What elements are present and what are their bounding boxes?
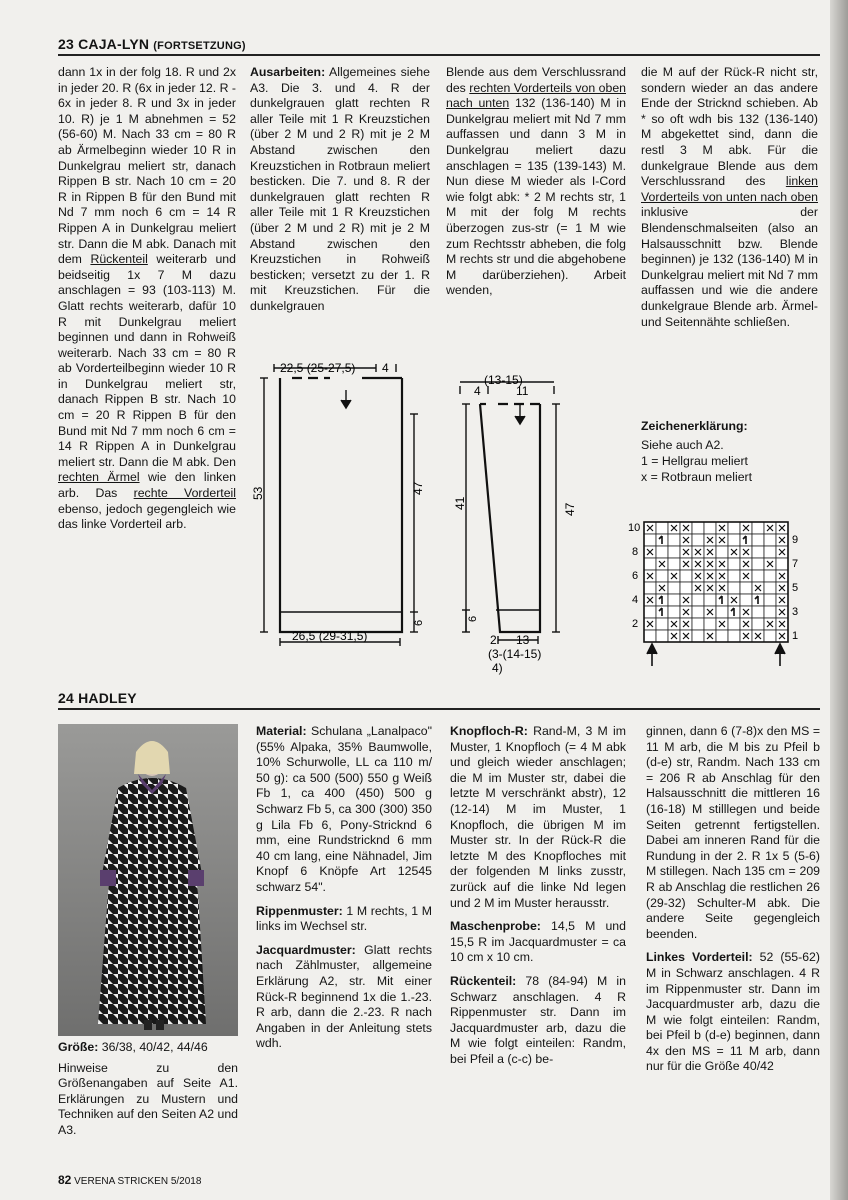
chart-cell: [716, 606, 728, 618]
paragraph-label: Rippenmuster:: [256, 903, 343, 918]
s24-size-block: [58, 1040, 238, 1144]
section-title: CAJA-LYN: [78, 36, 150, 52]
model-photo: [58, 724, 238, 1036]
chart-cell: [764, 534, 776, 546]
chart-cell: [680, 570, 692, 582]
chart-grid: [644, 522, 788, 642]
chart-cell: [728, 630, 740, 642]
text: Blende aus dem Verschlussrand des: [446, 65, 626, 95]
chart-cell: [668, 546, 680, 558]
chart-cell: [764, 546, 776, 558]
chart-cell: [716, 546, 728, 558]
model-photo-image: [58, 724, 238, 1036]
chart-cell: [644, 582, 656, 594]
chart-cell: [728, 582, 740, 594]
text: weiterarb und beidseitig 1x 7 M dazu anschlagen = 93 (103-113) M. Glatt rechts weiterarb, dafür 10 R mit Dunkelgrau meliert beginnen und dann in Rohweiß weiterarb. Nach 33 cm = 80 R ab Vorderteilbeginn wieder 10 R in Dunkelgrau meliert str, danach Rippen B str. Nach 10 cm = 20 R Rippen B für den Bund mit Nd 7 mm noch 6 cm = 14 R Rippen A in Dunkelgrau meliert str. Dann die M abk. Den: [58, 252, 236, 469]
chart-cell: [656, 630, 668, 642]
dim-left: 53: [251, 486, 265, 500]
chart-cell: [668, 594, 680, 606]
chart-cell: [668, 534, 680, 546]
legend-title: Zeichenerklärung:: [641, 419, 748, 433]
chart-cell: [692, 522, 704, 534]
dim-rib: 6: [467, 615, 479, 622]
row-label: 1: [792, 630, 799, 642]
row-label: 5: [792, 582, 799, 594]
dim-bottom: 26,5 (29-31,5): [292, 629, 368, 643]
material-paragraph: [256, 724, 432, 896]
dim-top: (13-15): [484, 373, 523, 387]
underlined-term: linken Vorderteils von unten nach oben: [641, 174, 818, 204]
chart-cell: [728, 618, 740, 630]
chart-cell: [764, 606, 776, 618]
section-23-heading: [58, 36, 246, 52]
paragraph-label: Rückenteil:: [450, 973, 517, 988]
legend-line: x = Rotbraun meliert: [641, 470, 753, 484]
dim-right: 47: [411, 481, 425, 495]
paragraph-label: Knopfloch-R:: [450, 724, 528, 738]
chart-cell: [776, 558, 788, 570]
text: Rand-M, 3 M im Muster, 1 Knopfloch (= 4 M abk und gleich wieder anschlagen; die M im Muster str, dabei die letzte M verschränkt abstr), 12 (12-14) M im Muster, 1 Knopfloch, die übrigen M im Muster str. In der Rück-R die letzte M des Knopfloches mit der folgenden M links zusstr, zurück auf die linke Nd legen und 2 M im Muster herausstr.: [450, 724, 626, 910]
text: 14,5 M und 15,5 R im Jacquardmuster = ca 10 cm x 10 cm.: [450, 919, 626, 965]
s23-column-2: [250, 65, 430, 320]
front-paragraph: [646, 950, 820, 1075]
chart-cell: [692, 618, 704, 630]
chart-cell: [752, 606, 764, 618]
dim-top-a: 4: [474, 384, 481, 398]
row-label: 7: [792, 558, 799, 570]
chart-cell: [764, 594, 776, 606]
paragraph-label: Jacquardmuster:: [256, 942, 356, 957]
text: 52 (55-62) M in Schwarz anschlagen. 4 R im Rippenmuster str. Dann im Jacquardmuster arb, dazu die M wie folgt einteilen: Randm, bei Pfeil b (d-e) beginnen, dann 4x den MS = 11 M arb, dann nur für die Größe 40/42: [646, 950, 820, 1074]
paragraph-label: Ausarbeiten:: [250, 65, 326, 79]
row-label: 4: [632, 594, 639, 606]
paragraph-label: Linkes Vorderteil:: [646, 950, 753, 965]
chart-cell: [764, 570, 776, 582]
chart-cell: [656, 618, 668, 630]
chart-cell: [728, 570, 740, 582]
chart-cell: [644, 534, 656, 546]
row-label: 3: [792, 606, 799, 618]
chart-cell: [752, 558, 764, 570]
size-line: [58, 1040, 238, 1056]
chart-cell: [692, 606, 704, 618]
section-subtitle: (FORTSETZUNG): [153, 40, 246, 52]
s23-column-4: [641, 65, 818, 335]
magazine-name: VERENA STRICKEN 5/2018: [74, 1176, 202, 1187]
rib-paragraph: [256, 904, 432, 935]
dim-top-right: 4: [382, 361, 389, 375]
back-continued: [646, 724, 820, 942]
s23-col1-text: [58, 65, 236, 533]
text: Allgemeines siehe A3. Die 3. und 4. R der dunkelgrauen glatt rechten R aller Teile mit 1 R Kreuzstichen (über 2 M und 2 R) mit je 2 M Abstand zwischen den Kreuzstichen in Rotbraun meliert besticken. Die 7. und 8. R der dunkelgrauen glatt rechten R aller Teile mit 1 R Kreuzstichen (über 2 M und 2 R) mit je 2 M Abstand zwischen den Kreuzstichen in Rohweiß besticken; versetzt zu der 1. R mit Kreuzstichen. Für die dunkelgrauen: [250, 65, 430, 313]
text: ginnen, dann 6 (7-8)x den MS = 11 M arb, die M bis zu Pfeil b (d-e) str, Randm. Nach 133 cm = 206 R ab Anschlag für den Halsausschnitt die mittleren 16 (16-18) M stilllegen und beide Seiten getrennt fertigstellen. Dabei am inneren Rand für die Rundung in der 2. R 1x 5 (5-6) M stillegen. Nach 135 cm = 209 R ab Anschlag die restlichen 26 (29-32) Schulter-M abk. Die andere Seite gegengleich beenden.: [646, 724, 820, 941]
dim-bottom-a: 2: [490, 633, 497, 647]
s24-column-3: [450, 724, 626, 1072]
chart-cell: [680, 582, 692, 594]
buttonhole-paragraph: [450, 724, 626, 911]
row-label: 10: [628, 522, 641, 534]
chart-cell: [704, 618, 716, 630]
s24-column-2: [256, 724, 432, 1057]
chart-cell: [752, 534, 764, 546]
chart-cell: [644, 558, 656, 570]
chart-legend: [641, 418, 821, 485]
size-notes: [58, 1061, 238, 1139]
section-number: 23: [58, 36, 74, 52]
underlined-term: rechten Vorderteils von oben nach unten: [446, 80, 626, 111]
page-edge-shadow: [830, 0, 848, 1200]
header-rule: [58, 54, 820, 56]
chart-cell: [764, 582, 776, 594]
page-number: 82: [58, 1173, 72, 1187]
text: die M auf der Rück-R nicht str, sondern wieder an das andere Ende der Stricknd schieben. Ab * so oft wdh bis 132 (136-140) M abgekettet sind, dann die restl 3 M abk. Für die dunkelgraue Blende aus dem Verschlussrand des: [641, 65, 818, 189]
back-paragraph: [450, 974, 626, 1068]
chart-cell: [656, 570, 668, 582]
row-label: 9: [792, 534, 799, 546]
dim-rib: 6: [413, 619, 425, 626]
chart-cell: [764, 630, 776, 642]
size-values: 36/38, 40/42, 44/46: [98, 1040, 208, 1054]
chart-cell: [740, 594, 752, 606]
dim-bottom-sub: (3-(14-15): [488, 647, 542, 661]
knitting-chart: [628, 516, 808, 666]
section-number: 24: [58, 690, 74, 706]
underlined-term: rechte Vorderteil: [133, 486, 237, 501]
page-footer: [58, 1173, 201, 1187]
text: dann 1x in der folg 18. R und 2x in jeder 20. R (6x in jeder 12. R - 6x in jeder 8. R und 3x in jeder 10. R) je 1 M abnehmen = 52 (56-60) M. Nach 33 cm = 80 R ab Ärmelbeginn wieder 10 R in Dunkelgrau meliert str, danach Rippen B str. Nach 10 cm = 20 R in Rippen B für den Bund mit Nd 7 mm noch 6 cm = 14 R Rippen A in Dunkelgrau meliert str. Dann die M abk. Danach mit dem: [58, 65, 236, 267]
s23-column-3: [446, 65, 626, 304]
chart-cell: [752, 522, 764, 534]
text: inklusive der Blendenschmalseiten (also an Halsausschnitt bzw. Blende beginnen) je 132 (136-140) M in Dunkelgrau meliert mit Nd 7 mm auffassen und wie die andere dunkelgraue Blende arb. Ärmel- und Seitennähte schließen.: [641, 205, 818, 329]
chart-cell: [704, 522, 716, 534]
paragraph-label: Maschenprobe:: [450, 919, 541, 934]
section-title: HADLEY: [78, 690, 137, 706]
row-label: 6: [632, 570, 639, 582]
text: ebenso, jedoch gegengleich wie das linke Vorderteil arb.: [58, 501, 236, 532]
chart-cell: [668, 558, 680, 570]
chart-cell: [728, 534, 740, 546]
s23-col2-text: [250, 65, 430, 315]
text: Hinweise zu den Größenangaben auf Seite A1. Erklärungen zu Mustern und Techniken auf den Seiten A2 und A3.: [58, 1060, 238, 1137]
text: Schulana „Lanalpaco" (55% Alpaka, 35% Baumwolle, 10% Schurwolle, LL ca 110 m/ 50 g): ca 500 (500) 550 g Weiß Fb 1, ca 400 (450) 500 g Schwarz Fb 5, ca 300 (300) 350 g Lila Fb 6, Pony-Stricknd 6 mm, eine Rundstricknd 6 mm 40 cm lang, eine Nähnadel, Jim Knopf 6 Knöpfe Art 12545 schwarz 54".: [256, 724, 432, 894]
chart-arrows: [647, 644, 785, 666]
chart-cell: [704, 594, 716, 606]
chart-cell: [644, 630, 656, 642]
chart-cell: [728, 558, 740, 570]
dim-bottom-sub2: 4): [492, 661, 503, 675]
legend-line: 1 = Hellgrau meliert: [641, 454, 748, 468]
chart-cell: [692, 594, 704, 606]
text: 132 (136-140) M in Dunkelgrau meliert mit Nd 7 mm auffassen und dann 3 M in Dunkelgrau meliert dazu anschlagen = 135 (139-143) M. Nun diese M wieder als I-Cord wie folgt abk: * 2 M rechts str, 1 M mit der folg M rechts überzogen zus-str (= 1 M wie zum Rechtsstr abheben, die folg M rechts str und die abgehobene M darüberziehen). Arbeit wenden,: [446, 96, 626, 298]
chart-cell: [644, 606, 656, 618]
legend-line: Siehe auch A2.: [641, 438, 724, 452]
chart-cell: [692, 534, 704, 546]
chart-cell: [752, 570, 764, 582]
paragraph-label: Material:: [256, 724, 307, 738]
chart-cell: [752, 618, 764, 630]
s23-col4-text: [641, 65, 818, 330]
schematic-body: [250, 350, 430, 650]
chart-cell: [740, 582, 752, 594]
section-rule: [58, 708, 820, 710]
row-label: 2: [632, 618, 639, 630]
dim-right: 47: [563, 502, 577, 516]
chart-cell: [656, 522, 668, 534]
dim-left: 41: [453, 496, 467, 510]
row-label: 8: [632, 546, 639, 558]
s24-column-4: [646, 724, 820, 1080]
chart-cell: [728, 522, 740, 534]
jacquard-paragraph: [256, 943, 432, 1052]
chart-cell: [692, 630, 704, 642]
s23-col3-text: [446, 65, 626, 299]
underlined-term: Rückenteil: [90, 252, 148, 267]
chart-cell: [668, 582, 680, 594]
text: 1 M rechts, 1 M links im Wechsel str.: [256, 903, 432, 934]
underlined-term: rechten Ärmel: [58, 470, 140, 485]
gauge-paragraph: [450, 919, 626, 966]
dim-top: 22,5 (25-27,5): [280, 361, 356, 375]
chart-cell: [668, 606, 680, 618]
chart-cell: [716, 630, 728, 642]
text: wie den linken arb. Das: [58, 470, 236, 501]
s23-column-1: [58, 65, 236, 538]
text: Glatt rechts nach Zählmuster, allgemeine Erklärung A2, str. Mit einer Rück-R beginnend 1x die 1.-23. R arb, dann die 2.-23. R nach Angaben in der Anleitung stets wdh.: [256, 942, 432, 1051]
dim-top-b: 11: [516, 384, 529, 398]
section-24-heading: [58, 690, 137, 706]
chart-cell: [656, 546, 668, 558]
schematic-sleeve: [446, 370, 596, 690]
text: 78 (84-94) M in Schwarz anschlagen. 4 R Rippenmuster str. Dann im Jacquardmuster arb, dazu die M wie folgt einteilen: Randm, bei Pfeil a (c-c) be-: [450, 973, 626, 1066]
paragraph-label: Größe:: [58, 1040, 99, 1054]
chart-cell: [752, 546, 764, 558]
dim-bottom-b: 13: [516, 633, 530, 647]
